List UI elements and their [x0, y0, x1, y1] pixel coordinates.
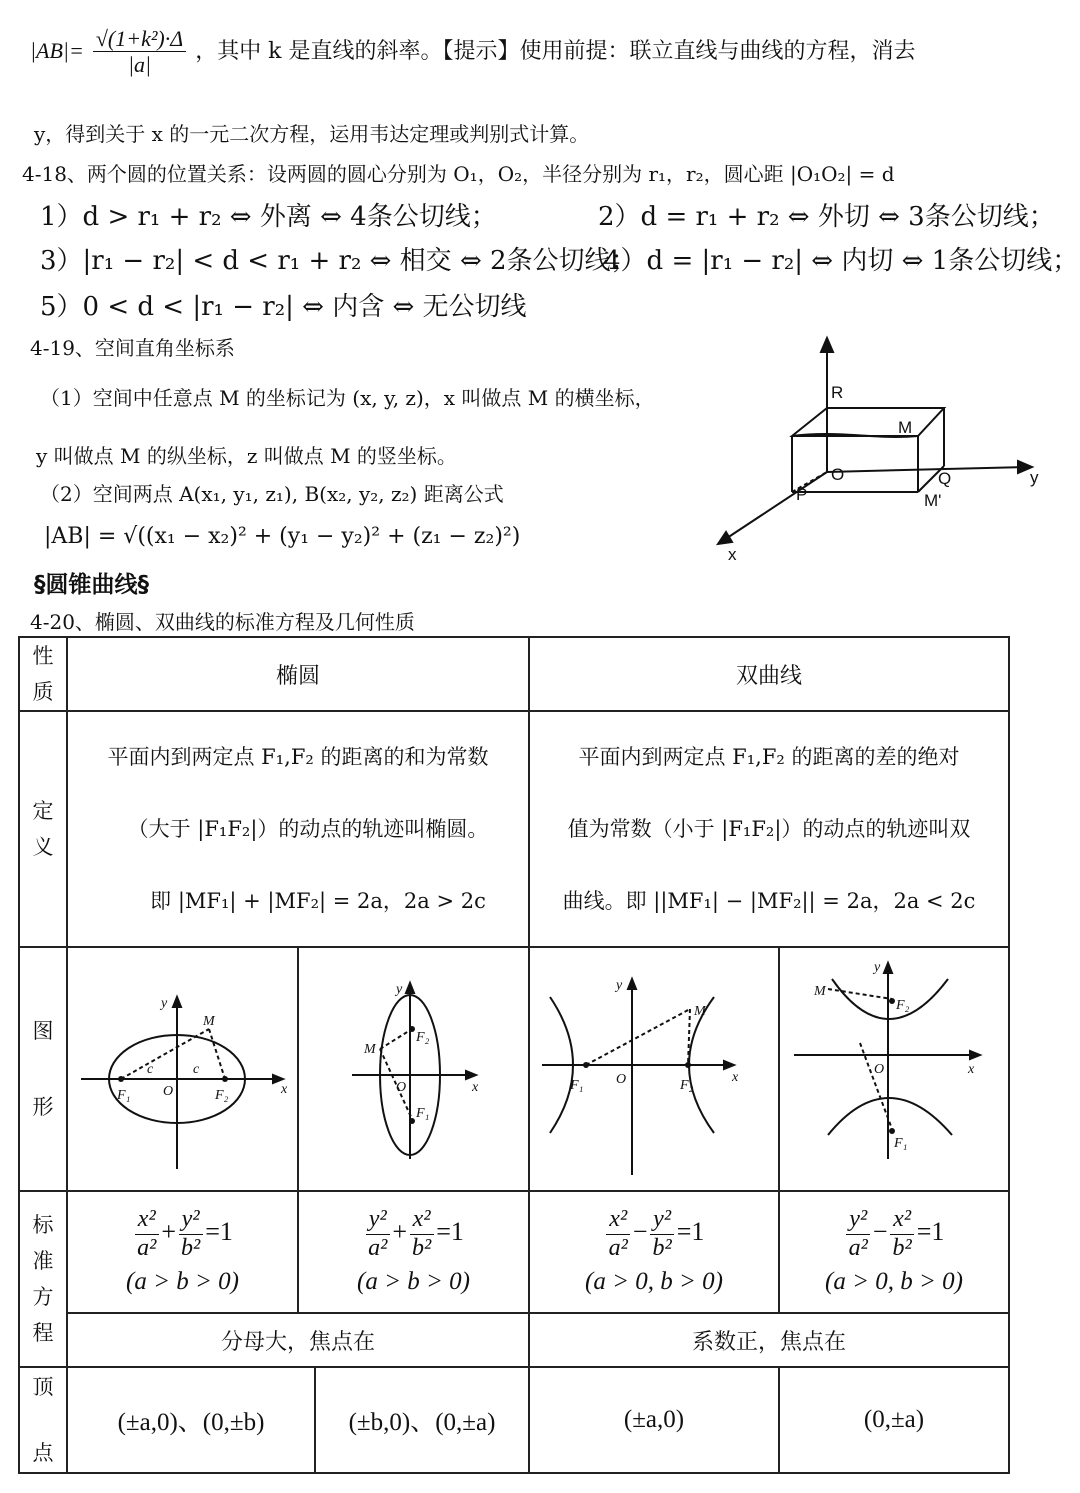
g1-F2: F₂ — [214, 1088, 228, 1103]
s418-case3: 3）|r₁ − r₂| < d < r₁ + r₂ ⇔ 相交 ⇔ 2条公切线； — [40, 246, 637, 276]
label-x: x — [728, 545, 737, 564]
label-Q: Q — [938, 469, 952, 488]
g2-F2: F₂ — [415, 1030, 429, 1045]
ab-length-formula — [30, 26, 916, 78]
g4-O: O — [874, 1062, 885, 1077]
eq1-rhs: =1 — [205, 1217, 233, 1247]
ab-hint-text: ，其中 k 是直线的斜率。【提示】使用前提：联立直线与曲线的方程，消去 — [195, 38, 916, 64]
equation-ellipse-horizontal — [67, 1191, 298, 1313]
graph-hyperbola-horizontal — [529, 947, 779, 1191]
label-M: M — [898, 418, 913, 437]
eq1-n1: x² — [135, 1206, 159, 1235]
s419-distance-formula: |AB| = √((x₁ − x₂)² + (y₁ − y₂)² + (z₁ − z₂)²) — [44, 524, 521, 549]
equation-ellipse-vertical — [298, 1191, 529, 1313]
eq2-d2: b² — [412, 1234, 432, 1261]
eq1-n2: y² — [179, 1206, 203, 1235]
g1-y: y — [160, 996, 167, 1011]
g4-F1: F₁ — [894, 1136, 908, 1151]
ellipse-def-line2: （大于 |F₁F₂|）的动点的轨迹叫椭圆。 — [127, 817, 489, 841]
g4-y: y — [874, 960, 881, 975]
graph-hyperbola-vertical — [779, 947, 1009, 1191]
g2-O: O — [395, 1080, 406, 1095]
focus-rule-row — [19, 1313, 1009, 1367]
ab-fraction — [93, 26, 186, 78]
eq4-d2: b² — [892, 1234, 912, 1261]
g1-c2: c — [192, 1062, 199, 1077]
s418-heading: 4-18、两个圆的位置关系：设两圆的圆心分别为 O₁，O₂，半径分别为 r₁，r₂，圆心距 |O₁O₂| = d — [22, 162, 895, 186]
equation-hyperbola-vertical — [779, 1191, 1009, 1313]
s418-case5: 5）0 < d < |r₁ − r₂| ⇔ 内含 ⇔ 无公切线 — [40, 292, 527, 322]
g2-F1: F₁ — [415, 1106, 429, 1121]
s419-heading: 4-19、空间直角坐标系 — [30, 336, 235, 360]
ellipse-def-line3: 即 |MF₁| + |MF₂| = 2a，2a > 2c — [150, 889, 486, 913]
eq4-n1: y² — [846, 1206, 870, 1235]
conic-properties-table — [18, 636, 1010, 1474]
g1-c1: c — [146, 1062, 153, 1077]
s420-heading: 4-20、椭圆、双曲线的标准方程及几何性质 — [30, 610, 415, 634]
x-axis-arrow — [718, 532, 732, 544]
ab-denominator: |a| — [127, 52, 152, 78]
s419-p2: y 叫做点 M 的纵坐标，z 叫做点 M 的竖坐标。 — [36, 444, 457, 468]
header-property — [19, 637, 67, 711]
g1-M: M — [202, 1014, 215, 1029]
eq3-d2: b² — [652, 1234, 672, 1261]
eq1-condition: (a > b > 0) — [126, 1268, 239, 1296]
eq2-n1: y² — [366, 1206, 390, 1235]
row-definition-label — [19, 711, 67, 947]
row-eq-char3: 方 — [32, 1285, 54, 1309]
s418-case2: 2）d = r₁ + r₂ ⇔ 外切 ⇔ 3条公切线； — [598, 202, 1055, 232]
eq2-d1: a² — [368, 1234, 388, 1261]
table-header-row — [19, 637, 1009, 711]
row-eq-char4: 程 — [32, 1321, 54, 1345]
g3-F2: F₂ — [680, 1078, 694, 1093]
row-definition-char1: 定 — [32, 799, 54, 823]
space-coordinate-figure — [700, 330, 1060, 570]
s418-case1: 1）d > r₁ + r₂ ⇔ 外离 ⇔ 4条公切线； — [40, 202, 497, 232]
ab-label: |AB|= — [30, 37, 84, 63]
label-O: O — [831, 465, 845, 484]
s419-p3: （2）空间两点 A(x₁, y₁, z₁), B(x₂, y₂, z₂) 距离公式 — [40, 482, 504, 506]
g4-x: x — [968, 1062, 975, 1077]
eq3-condition: (a > 0, b > 0) — [585, 1268, 723, 1296]
eq2-n2: x² — [410, 1206, 434, 1235]
g2-y: y — [395, 982, 402, 997]
g2-M: M — [363, 1042, 376, 1057]
ellipse-definition — [67, 711, 529, 947]
g1-O: O — [162, 1084, 173, 1099]
row-figure-char2: 形 — [32, 1095, 54, 1119]
ellipse-def-line1: 平面内到两定点 F₁,F₂ 的距离的和为常数 — [107, 745, 489, 769]
hyperbola-def-line3: 曲线。即 ||MF₁| − |MF₂|| = 2a，2a < 2c — [562, 889, 976, 913]
s419-p1: （1）空间中任意点 M 的坐标记为 (x, y, z)，x 叫做点 M 的横坐标， — [40, 386, 655, 410]
eq4-d1: a² — [848, 1234, 868, 1261]
g3-x: x — [732, 1070, 739, 1085]
focus-rule-ellipse: 分母大，焦点在 — [67, 1313, 529, 1367]
hyperbola-def-line1: 平面内到两定点 F₁,F₂ 的距离的差的绝对 — [578, 745, 960, 769]
label-R: R — [831, 383, 844, 402]
z-axis-arrow — [821, 338, 833, 352]
hyperbola-vertical-svg — [780, 949, 1008, 1185]
header-property-char2: 质 — [32, 680, 54, 704]
eq1-d1: a² — [137, 1234, 157, 1261]
graph-ellipse-horizontal — [67, 947, 298, 1191]
ellipse-vertical-svg — [300, 949, 528, 1185]
label-P: P — [796, 485, 808, 504]
eq2-op: + — [392, 1217, 407, 1247]
row-equation-label — [19, 1191, 67, 1367]
g1-x: x — [280, 1082, 287, 1097]
eq4-condition: (a > 0, b > 0) — [825, 1268, 963, 1296]
eq2-condition: (a > b > 0) — [357, 1268, 470, 1296]
g1-F1: F₁ — [116, 1088, 130, 1103]
focus-rule-hyperbola: 系数正，焦点在 — [529, 1313, 1009, 1367]
row-vertex-label — [19, 1367, 67, 1473]
vertex-hyperbola-vertical: (0,±a) — [779, 1367, 1009, 1473]
eq3-n2: y² — [650, 1206, 674, 1235]
eq4-op: − — [872, 1217, 888, 1247]
g4-M: M — [814, 984, 826, 999]
definition-row — [19, 711, 1009, 947]
graph-ellipse-vertical — [298, 947, 529, 1191]
g4-F2: F₂ — [896, 998, 910, 1013]
row-figure-label — [19, 947, 67, 1191]
eq4-rhs: =1 — [916, 1217, 945, 1247]
eq1-op: + — [161, 1217, 176, 1247]
eq4-n2: x² — [890, 1206, 914, 1235]
equation-hyperbola-horizontal — [529, 1191, 779, 1313]
header-hyperbola: 双曲线 — [529, 637, 1009, 711]
row-figure-char1: 图 — [32, 1019, 54, 1043]
x-axis — [724, 472, 827, 540]
hyperbola-horizontal-svg — [530, 949, 778, 1185]
header-property-char1: 性 — [32, 644, 54, 668]
hyperbola-definition — [529, 711, 1009, 947]
g3-y: y — [616, 978, 623, 993]
line2-text: y，得到关于 x 的一元二次方程，运用韦达定理或判别式计算。 — [34, 122, 590, 146]
row-eq-char2: 准 — [32, 1249, 54, 1273]
section-title: §圆锥曲线§ — [34, 572, 149, 598]
vertex-ellipse-horizontal: (±a,0)、(0,±b) — [67, 1367, 315, 1473]
eq2-rhs: =1 — [436, 1217, 464, 1247]
row-definition-char2: 义 — [32, 835, 54, 859]
row-vertex-char2: 点 — [32, 1441, 54, 1465]
label-M-prime: M' — [924, 491, 942, 510]
vertex-row — [19, 1367, 1009, 1473]
eq3-op: − — [632, 1217, 648, 1247]
label-y: y — [1030, 468, 1039, 487]
g3-O: O — [616, 1072, 627, 1087]
eq3-d1: a² — [608, 1234, 628, 1261]
row-vertex-char1: 顶 — [32, 1375, 54, 1399]
vertex-ellipse-vertical: (±b,0)、(0,±a) — [315, 1367, 529, 1473]
hyperbola-def-line2: 值为常数（小于 |F₁F₂|）的动点的轨迹叫双 — [567, 817, 971, 841]
header-ellipse: 椭圆 — [67, 637, 529, 711]
vertex-hyperbola-horizontal: (±a,0) — [529, 1367, 779, 1473]
figure-row — [19, 947, 1009, 1191]
s418-case4: 4）d = |r₁ − r₂| ⇔ 内切 ⇔ 1条公切线； — [604, 246, 1079, 276]
eq3-n1: x² — [606, 1206, 630, 1235]
ab-numerator: √(1+k²)·Δ — [93, 26, 186, 52]
eq3-rhs: =1 — [676, 1217, 705, 1247]
equation-row — [19, 1191, 1009, 1313]
g3-F1: F₁ — [570, 1078, 584, 1093]
eq1-d2: b² — [181, 1234, 201, 1261]
ellipse-horizontal-svg — [69, 949, 297, 1185]
y-axis — [827, 467, 1025, 472]
row-eq-char1: 标 — [32, 1213, 54, 1237]
g3-M: M — [694, 1004, 706, 1019]
g2-x: x — [471, 1080, 478, 1095]
